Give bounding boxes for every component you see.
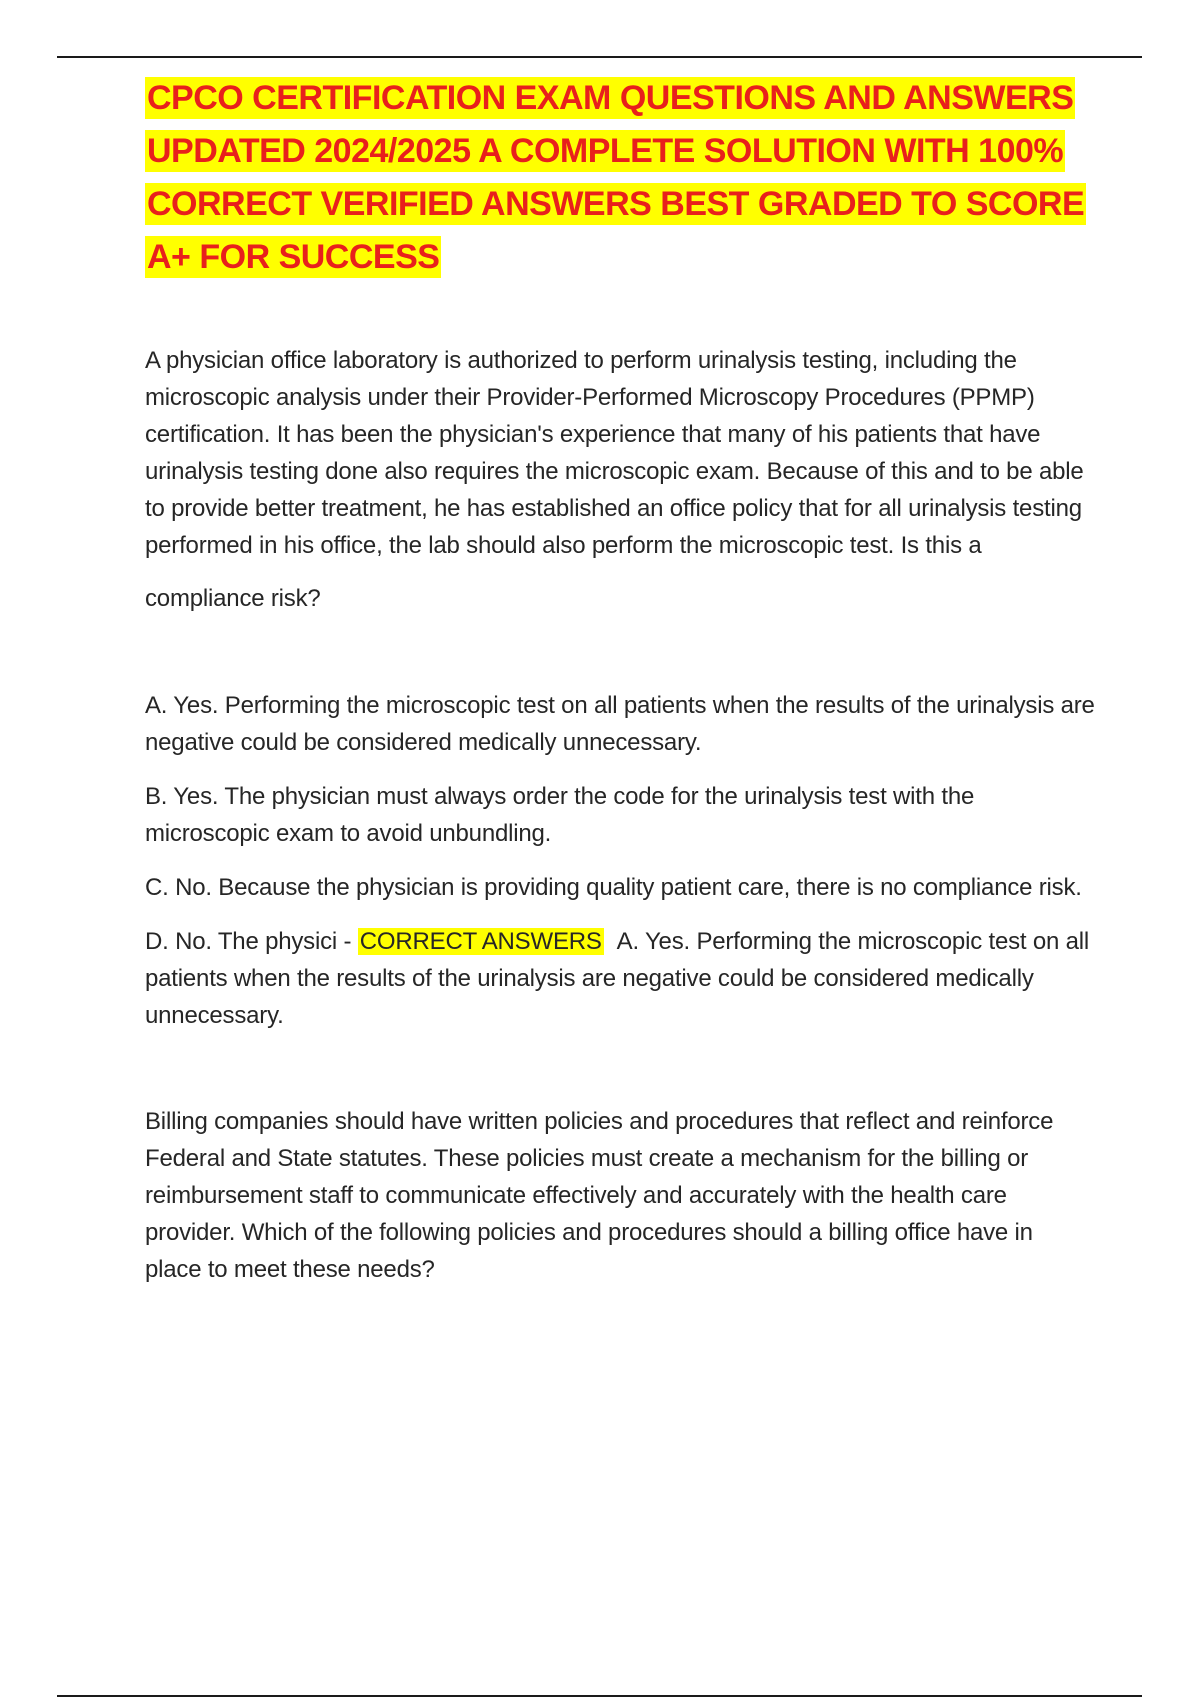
correct-answer-text: A. Yes. Performing the microscopic test on all patients when the results of the urinalysis are negative could be considered medically unnecessary. [145,928,1089,1029]
question-1-option-c: C. No. Because the physician is providing quality patient care, there is no compliance risk. [145,874,1082,901]
question-1-option-d-with-answer [145,923,1095,1034]
question-1-option-a: A. Yes. Performing the microscopic test on all patients when the results of the urinalysis are negative could be considered medically unnecessary. [145,692,1095,756]
option-d-prefix: D. No. The physici - [145,928,358,955]
question-1-stem-tail: compliance risk? [145,585,321,612]
question-2-stem: Billing companies should have written policies and procedures that reflect and reinforce Federal and State statutes. These policies must create a mechanism for the billing or reimbursement staff to communicate effectively and accurately with the health care provider. Which of the following policies and procedures should a billing office have in place to meet these needs? [145,1108,1054,1283]
top-rule [57,56,1142,58]
title-highlight: CPCO CERTIFICATION EXAM QUESTIONS AND ANSWERS UPDATED 2024/2025 A COMPLETE SOLUTION WITH 100% CORRECT VERIFIED ANSWERS BEST GRADED TO SCORE A+ FOR SUCCESS [147,79,1085,276]
document-title [145,72,1095,284]
bottom-rule [57,1695,1142,1697]
document-body [145,72,1095,1288]
question-1-option-b: B. Yes. The physician must always order the code for the urinalysis test with the microscopic exam to avoid unbundling. [145,783,975,847]
correct-answer-label: CORRECT ANSWERS [359,928,602,955]
question-1-stem: A physician office laboratory is authorized to perform urinalysis testing, including the microscopic analysis under their Provider-Performed Microscopy Procedures (PPMP) certification. It has been the physician's experience that many of his patients that have urinalysis testing done also requires the microscopic exam. Because of this and to be able to provide better treatment, he has established an office policy that for all urinalysis testing performed in his office, the lab should also perform the microscopic test. Is this a [145,347,1084,559]
